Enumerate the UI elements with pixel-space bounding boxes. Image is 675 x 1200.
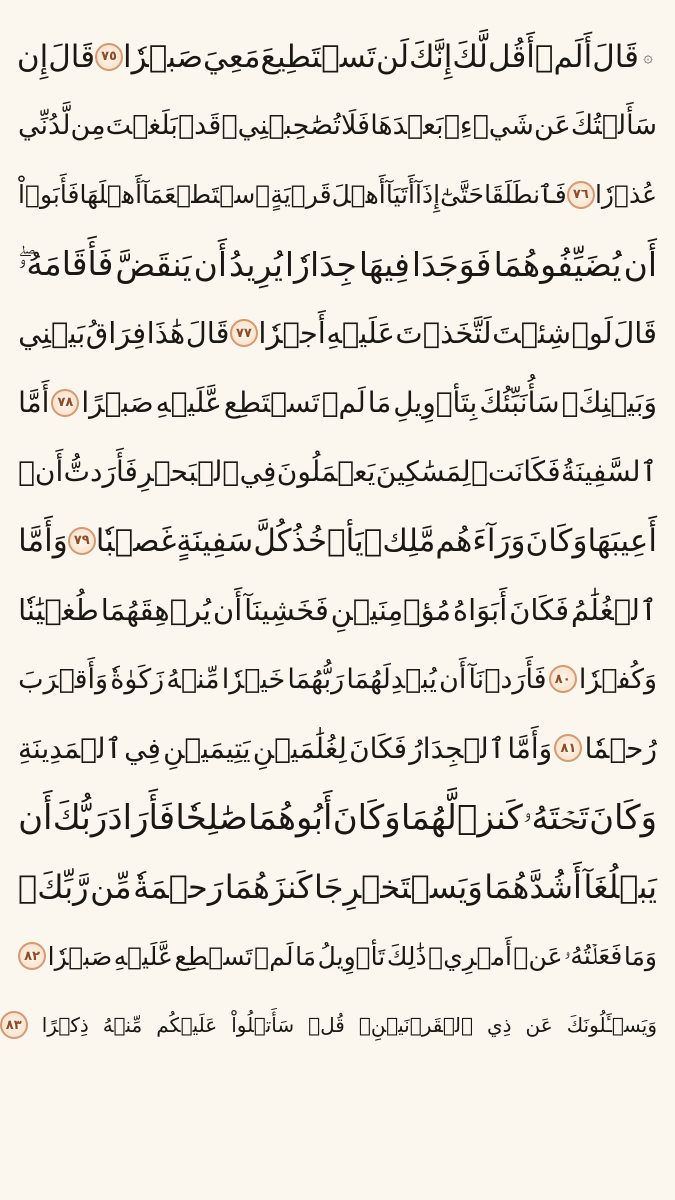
quran-line	[18, 299, 657, 368]
quran-line	[18, 714, 657, 783]
quran-word: ٱلۡجِدَارُ	[409, 731, 506, 765]
quran-word: فَكَانَتۡ	[471, 455, 561, 489]
quran-word: هَٰذَا	[146, 316, 186, 351]
quran-word: وَرَآءَهُم	[435, 522, 526, 559]
quran-word: أَنۡ	[18, 455, 64, 489]
quran-word: وَكَانَ	[525, 522, 588, 559]
quran-word: وَمَا	[623, 941, 657, 971]
quran-line	[18, 91, 657, 160]
quran-word: فِي	[124, 731, 161, 765]
ayah-number-marker: ٧٥	[95, 43, 123, 71]
quran-word: يُضَيِّفُوهُمَا	[493, 244, 622, 284]
quran-word: أَهۡلَهَا	[79, 180, 143, 210]
quran-word: صَٰلِحٗا	[175, 797, 248, 838]
quran-word: لَّكَ	[452, 38, 488, 75]
quran-word: أَشُدَّهُمَا	[484, 867, 582, 906]
quran-word: وَبَيۡنِكَۚ	[561, 386, 657, 420]
quran-line	[18, 368, 657, 437]
quran-word: ٱلۡمَدِينَةِ	[18, 731, 122, 765]
quran-word: لَمۡ	[254, 941, 294, 971]
quran-word: تُصَٰحِبۡنِيۖ	[221, 110, 341, 142]
quran-word: صَبۡرٗا	[47, 941, 113, 971]
quran-word: تَأۡوِيلُ	[317, 941, 386, 971]
quran-word: فَأَبَوۡاْ	[18, 180, 80, 210]
quran-word: أَجۡرٗا	[258, 316, 326, 351]
quran-word: مَّلِكٞ	[363, 522, 436, 559]
quran-line	[18, 437, 657, 506]
quran-word: فَأَرَدۡنَآ	[468, 663, 547, 695]
quran-word: سَأَلۡتُكَ	[570, 110, 657, 142]
quran-word: إِن	[16, 38, 49, 75]
quran-line	[18, 921, 657, 990]
quran-word: سَفِينَةٍ	[176, 522, 254, 559]
quran-word: حَتَّىٰٓ	[440, 180, 484, 210]
quran-word: وَيَسۡـَٔلُونَكَ	[566, 1013, 657, 1038]
quran-line	[18, 22, 657, 91]
quran-word: فَلَا	[341, 110, 371, 142]
quran-word: رُحۡمٗا	[584, 731, 657, 765]
quran-word: يَتِيمَيۡنِ	[163, 731, 251, 765]
quran-word: مَا	[295, 941, 317, 971]
quran-word: بَيۡنِي	[18, 316, 86, 351]
quran-word: رَبُّهُمَا	[287, 663, 345, 695]
quran-word: تَسۡطِع	[174, 941, 253, 971]
quran-word: أَلَمۡ	[534, 38, 593, 75]
quran-word: لِمَسَٰكِينَ	[375, 455, 471, 489]
quran-word: وَأَمَّا	[507, 731, 553, 765]
quran-word: فَٱنطَلَقَا	[484, 180, 567, 210]
quran-word: فَكَانَ	[349, 731, 408, 765]
quran-word: غَصۡبٗا	[95, 522, 177, 559]
quran-word: قُلۡ	[308, 1013, 345, 1038]
quran-word: فَأَرَدتُّ	[63, 455, 138, 489]
quran-word: وَيَسۡتَخۡرِجَا	[313, 867, 483, 906]
quran-word: يُبۡدِلَهُمَا	[346, 663, 437, 695]
quran-word: تَسۡتَطِيعَ	[260, 38, 376, 75]
quran-word: كَنزَهُمَا	[224, 867, 313, 906]
quran-word: ذِكۡرًا	[41, 1013, 89, 1038]
quran-line	[18, 160, 657, 229]
quran-line	[18, 230, 657, 299]
quran-word: سَأَتۡلُواْ	[231, 1013, 295, 1038]
quran-word: أَمَّا	[18, 386, 50, 420]
quran-word: فَأَقَامَهُۥۖ	[18, 244, 114, 284]
quran-word: طُغۡيَٰنٗا	[18, 593, 99, 628]
quran-word: شَيۡءِۭ	[443, 110, 534, 142]
quran-word: ٱلۡقَرۡنَيۡنِۖ	[358, 1013, 473, 1038]
quran-word: بَلَغۡتَ	[105, 110, 178, 142]
quran-word: وَكُفۡرٗا	[578, 663, 657, 695]
quran-word: قَالَ	[592, 38, 639, 75]
quran-word: عَن	[534, 110, 571, 142]
quran-word: عَلَيۡهِ	[326, 316, 395, 351]
quran-line	[18, 506, 657, 575]
quran-word: فَكَانَ	[509, 593, 570, 628]
quran-word: إِنَّكَ	[409, 38, 453, 75]
quran-word: مَعِيَ	[203, 38, 261, 75]
quran-word: وَأَقۡرَبَ	[18, 663, 109, 695]
quran-word: يُرِيدُ	[229, 244, 283, 284]
ayah-number-marker: ٨١	[554, 734, 582, 762]
quran-word: وَأَمَّا	[18, 522, 68, 559]
quran-word: إِذَآ	[415, 180, 441, 210]
quran-word: قَرۡيَةٍ	[270, 180, 332, 210]
ayah-number-marker: ٨٣	[0, 1011, 28, 1039]
quran-word: ذِي	[486, 1013, 512, 1038]
quran-word: زَكَوٰةٗ	[110, 663, 165, 695]
quran-word: يَعۡمَلُونَ	[276, 455, 376, 489]
quran-word: يَأۡخُذُ	[291, 522, 364, 559]
quran-word: عُذۡرٗا	[594, 180, 657, 210]
quran-word: ٱلۡغُلَٰمُ	[570, 593, 657, 628]
quran-word: عَّلَيۡهِ	[113, 941, 173, 971]
quran-word: لِغُلَٰمَيۡنِ	[252, 731, 347, 765]
quran-word: لَّهُمَا	[400, 797, 457, 838]
quran-line	[18, 576, 657, 645]
quran-word: لَوۡ	[571, 316, 613, 351]
quran-word: لَتَّخَذۡتَ	[395, 316, 492, 351]
quran-word: يَبۡلُغَآ	[583, 867, 657, 906]
quran-word: وَكَانَ	[332, 797, 401, 838]
quran-word: قَدۡ	[177, 110, 222, 142]
quran-word: أَمۡرِيۚ	[428, 941, 512, 971]
quran-word: عَلَيۡكُم	[156, 1013, 218, 1038]
quran-word: مِن	[70, 110, 106, 142]
quran-word: أَن	[438, 663, 467, 695]
quran-word: قَالَ	[613, 316, 657, 351]
quran-word: عَّلَيۡهِ	[155, 386, 222, 420]
quran-word: جِدَارٗا	[284, 244, 357, 284]
hizb-marker-icon: ۞	[643, 47, 653, 67]
quran-line	[18, 852, 657, 921]
quran-word: صَبۡرًا	[81, 386, 154, 420]
quran-word: أَبَوَاهُ	[452, 593, 508, 628]
ayah-number-marker: ٧٦	[567, 181, 595, 209]
quran-word: فَعَلۡتُهُۥ	[564, 941, 623, 971]
quran-word: لَن	[375, 38, 410, 75]
quran-word: مِّنۡهُ	[166, 663, 220, 695]
quran-word: تَحۡتَهُۥ	[522, 797, 589, 838]
quran-word: كَنزٞ	[457, 797, 523, 838]
quran-word: سَأُنَبِّئُكَ	[479, 386, 560, 420]
quran-word: يَنقَضَّ	[115, 244, 192, 284]
quran-word: أَبُوهُمَا	[248, 797, 333, 838]
quran-word: فِيهَا	[358, 244, 410, 284]
quran-text-block	[5, 22, 657, 1060]
quran-word: أَن	[212, 593, 243, 628]
quran-word: فَوَجَدَا	[411, 244, 492, 284]
quran-word: وَكَانَ	[589, 797, 657, 838]
ayah-number-marker: ٧٨	[51, 389, 79, 417]
quran-word: رَحۡمَةٗ	[133, 867, 224, 906]
quran-word: أَتَيَآ	[385, 180, 415, 210]
quran-word: أَعِيبَهَا	[587, 522, 657, 559]
quran-word: يُرۡهِقَهُمَا	[100, 593, 212, 628]
quran-word: بِتَأۡوِيلِ	[393, 386, 478, 420]
ayah-number-marker: ٧٧	[230, 319, 258, 347]
quran-word: أَهۡلَ	[331, 180, 386, 210]
quran-word: ذَٰلِكَ	[386, 941, 427, 971]
ayah-number-marker: ٨٢	[18, 942, 46, 970]
quran-word: عَنۡ	[513, 941, 563, 971]
quran-word: ٱسۡتَطۡعَمَآ	[142, 180, 271, 210]
quran-word: مِّنۡهُ	[102, 1013, 143, 1038]
quran-word: خَيۡرٗا	[221, 663, 286, 695]
quran-word: لَّدُنِّي	[18, 110, 71, 142]
quran-word: فَأَرَادَ	[107, 797, 176, 838]
quran-line	[18, 645, 657, 714]
quran-word: تَسۡتَطِع	[223, 386, 320, 420]
ayah-number-marker: ٨٠	[549, 665, 577, 693]
quran-word: أَن	[193, 244, 228, 284]
quran-word: قَالَ	[185, 316, 230, 351]
quran-word: لَمۡ	[321, 386, 366, 420]
quran-word: رَبُّكَ	[52, 797, 108, 838]
quran-word: قَالَ	[48, 38, 96, 75]
quran-line	[18, 783, 657, 852]
ayah-number-marker: ٧٩	[68, 527, 96, 555]
quran-word: بَعۡدَهَا	[370, 110, 444, 142]
quran-word: كُلَّ	[253, 522, 292, 559]
quran-word: ٱلۡبَحۡرِ	[138, 455, 240, 489]
quran-line	[5, 991, 657, 1060]
quran-word: شِئۡتَ	[492, 316, 572, 351]
quran-word: فِرَاقُ	[85, 316, 147, 351]
quran-word: عَن	[525, 1013, 553, 1038]
quran-word: فَخَشِينَآ	[244, 593, 329, 628]
quran-word: أَن	[623, 244, 657, 284]
quran-word: مِّن	[90, 867, 132, 906]
quran-word: فِي	[239, 455, 277, 489]
quran-word: صَبۡرٗا	[123, 38, 204, 75]
quran-word: أَقُل	[487, 38, 535, 75]
quran-word: ٱلسَّفِينَةُ	[561, 455, 657, 489]
quran-word: رَّبِّكَۚ	[18, 867, 89, 906]
quran-word: أَن	[18, 797, 53, 838]
quran-word: مَا	[367, 386, 392, 420]
quran-word: مُؤۡمِنَيۡنِ	[330, 593, 452, 628]
